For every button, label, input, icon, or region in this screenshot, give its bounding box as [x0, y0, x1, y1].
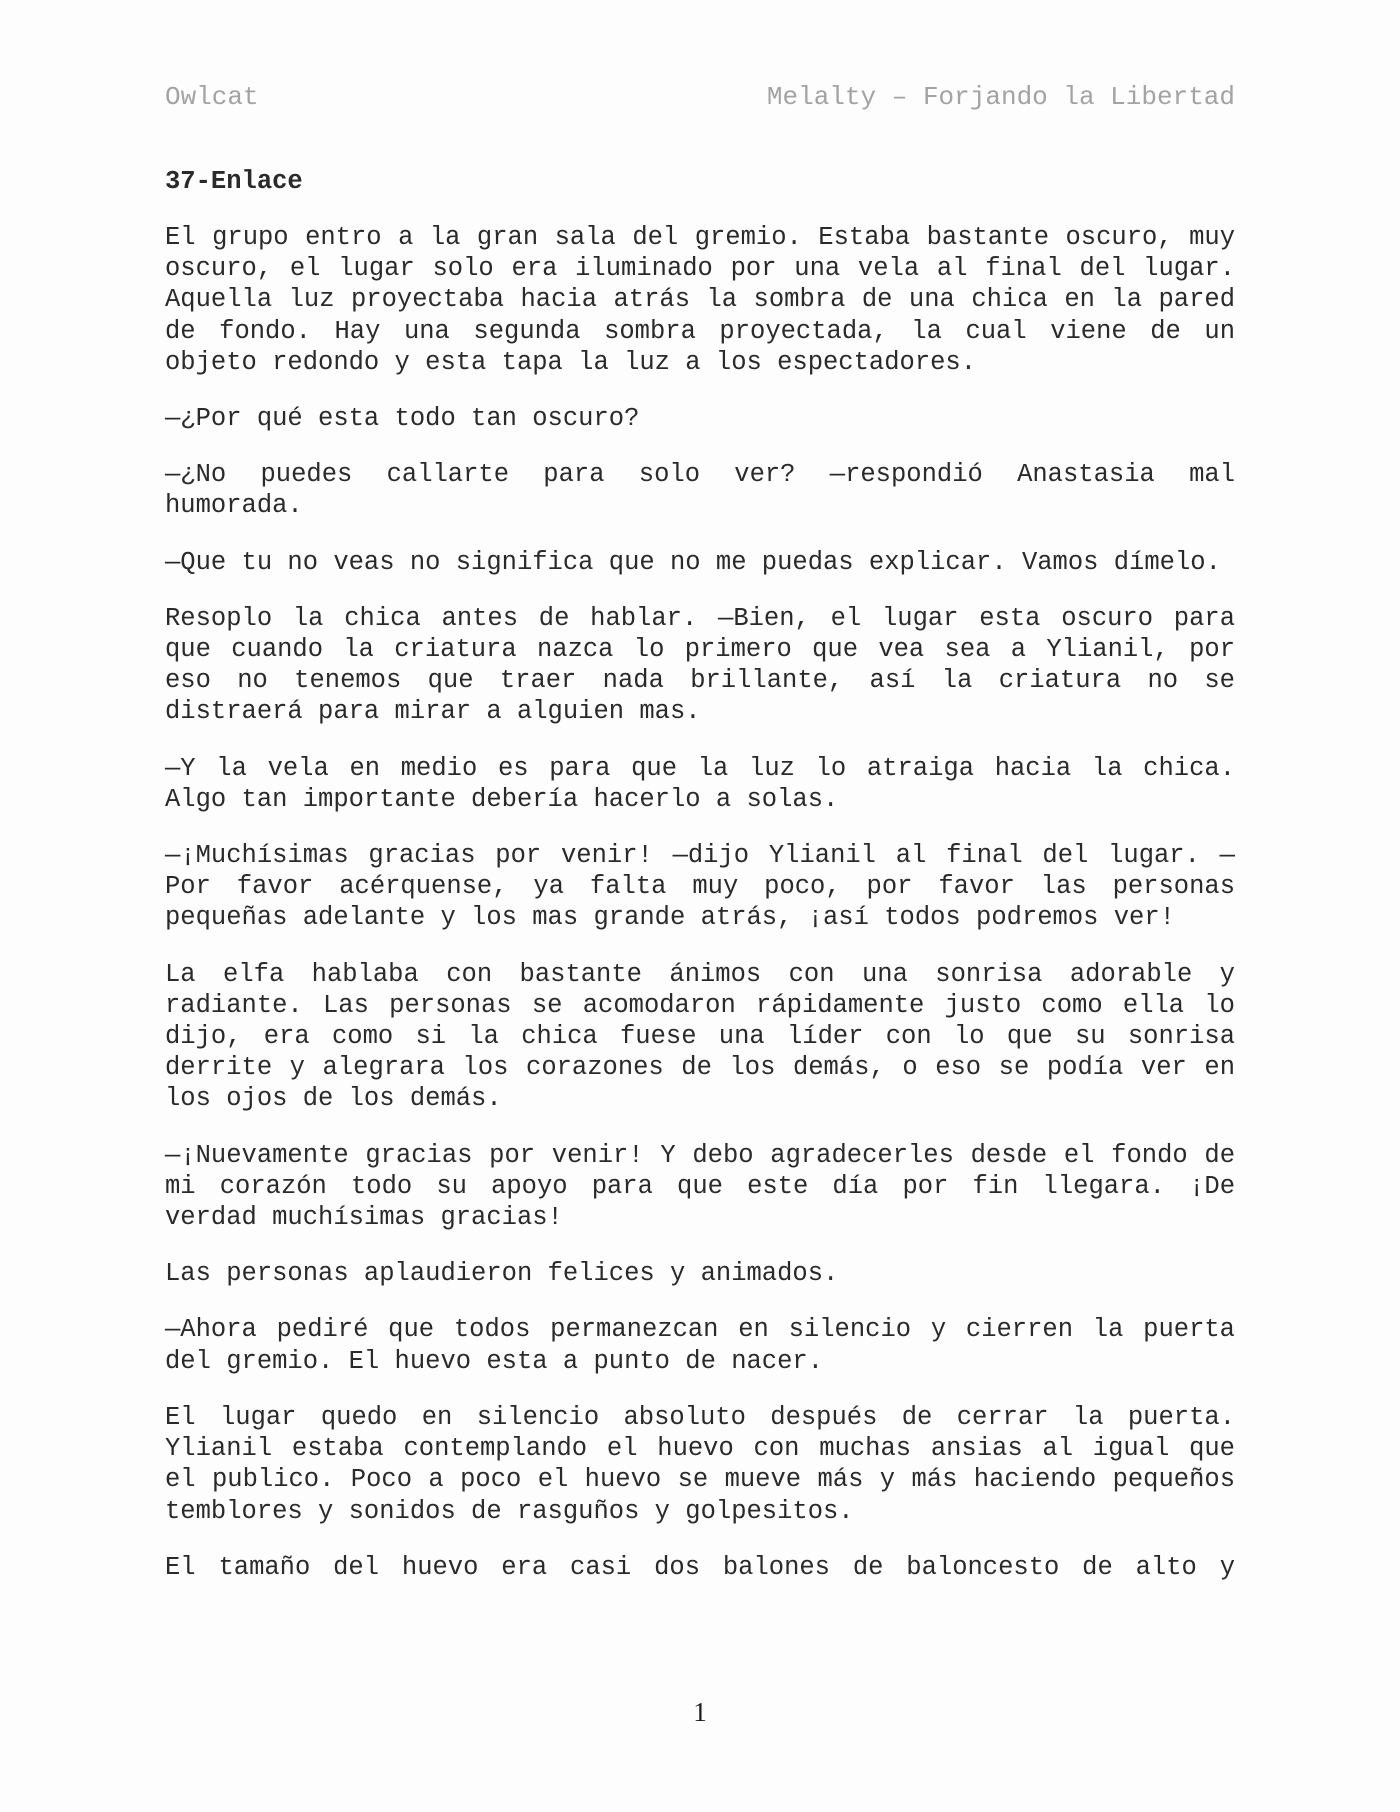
paragraph: —¡Muchísimas gracias por venir! —dijo Ylianil al final del lugar. —Por favor acérquense, ya falta muy poco, por favor las personas pequeñas adelante y los mas grande atrás, ¡así todos podremos ver! [165, 841, 1235, 933]
paragraph: —¿No puedes callarte para solo ver? —respondió Anastasia mal humorada. [165, 460, 1235, 521]
page-header [165, 82, 1235, 116]
paragraph: —Que tu no veas no significa que no me puedas explicar. Vamos dímelo. [165, 547, 1221, 577]
paragraph: —Ahora pediré que todos permanezcan en silencio y cierren la puerta del gremio. El huevo esta a punto de nacer. [165, 1315, 1235, 1376]
paragraph: El grupo entro a la gran sala del gremio. Estaba bastante oscuro, muy oscuro, el lugar solo era iluminado por una vela al final del lugar. Aquella luz proyectaba hacia atrás la sombra de una chica en la pared de fondo. Hay una segunda sombra proyectada, la cual viene de un objeto redondo y esta tapa la luz a los espectadores. [165, 223, 1235, 377]
chapter-title: 37-Enlace [165, 167, 303, 196]
paragraph: —Y la vela en medio es para que la luz lo atraiga hacia la chica. Algo tan importante debería hacerlo a solas. [165, 753, 1235, 814]
paragraph: Las personas aplaudieron felices y animados. [165, 1259, 839, 1289]
page-content [165, 166, 1235, 1608]
paragraph: El lugar quedo en silencio absoluto después de cerrar la puerta. Ylianil estaba contemplando el huevo con muchas ansias al igual que el publico. Poco a poco el huevo se mueve más y más haciendo pequeños temblores y sonidos de rasguños y golpesitos. [165, 1402, 1235, 1526]
header-book-title: Melalty – Forjando la Libertad [766, 82, 1235, 112]
paragraph: —¡Nuevamente gracias por venir! Y debo agradecerles desde el fondo de mi corazón todo su apoyo para que este día por fin llegara. ¡De verdad muchísimas gracias! [165, 1140, 1235, 1233]
paragraph: El tamaño del huevo era casi dos balones de baloncesto de alto y [165, 1552, 1235, 1582]
header-author: Owlcat [165, 82, 259, 112]
page-number: 1 [693, 1697, 707, 1727]
paragraph: —¿Por qué esta todo tan oscuro? [165, 404, 640, 434]
paragraph: Resoplo la chica antes de hablar. —Bien, el lugar esta oscuro para que cuando la criatura nazca lo primero que vea sea a Ylianil, por eso no tenemos que traer nada brillante, así la criatura no se distraerá para mirar a alguien mas. [165, 603, 1235, 727]
paragraph: La elfa hablaba con bastante ánimos con una sonrisa adorable y radiante. Las personas se acomodaron rápidamente justo como ella lo dijo, era como si la chica fuese una líder con lo que su sonrisa derrite y alegrara los corazones de los demás, o eso se podía ver en los ojos de los demás. [165, 959, 1235, 1114]
